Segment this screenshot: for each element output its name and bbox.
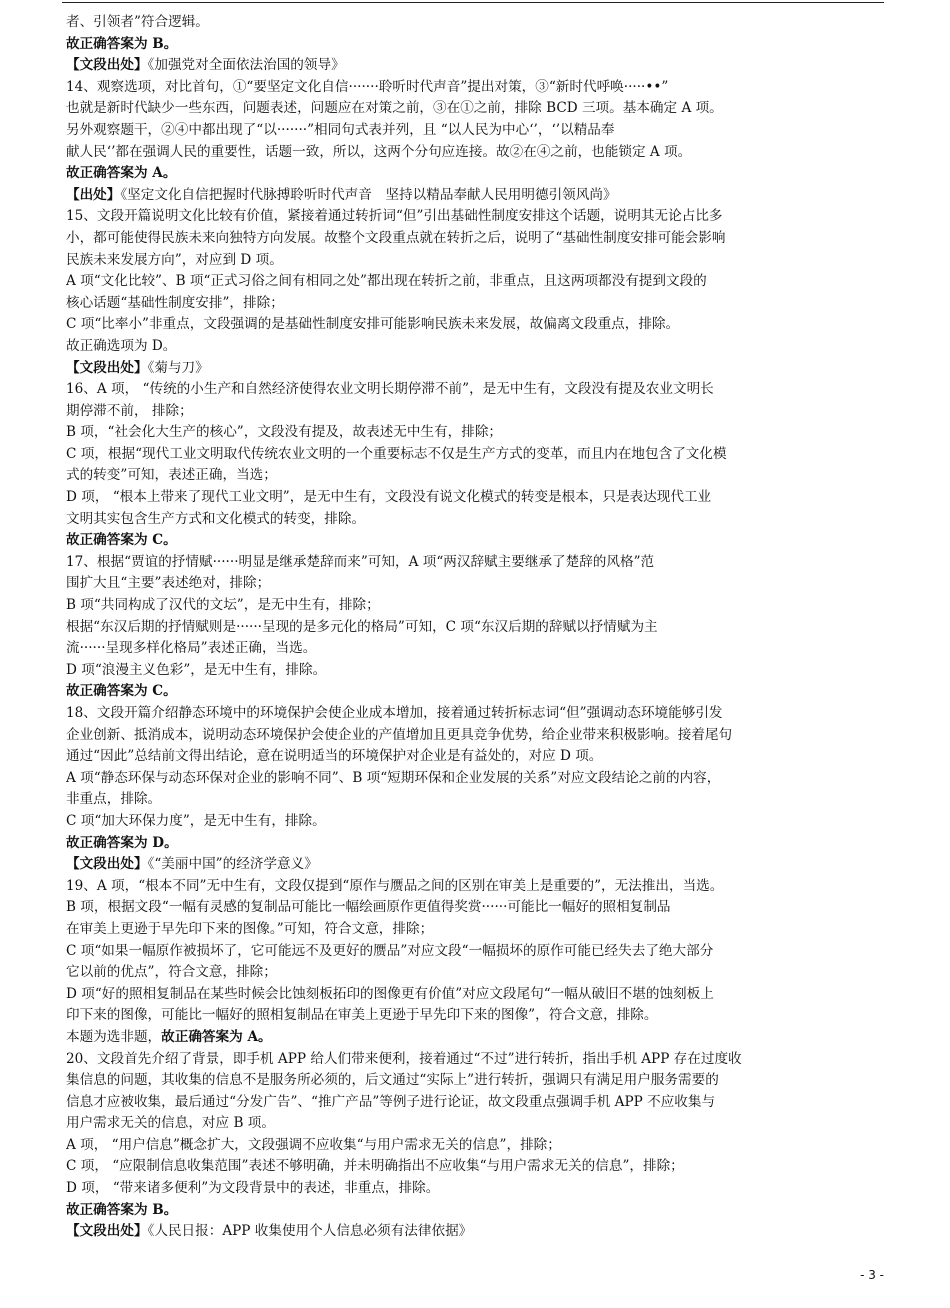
line-text: C 项， “应限制信息收集范围”表述不够明确，并未明确指出不应收集“与用户需求无关的信息”，排除；: [66, 1158, 684, 1175]
text-line: [66, 1178, 884, 1200]
text-line: [66, 789, 884, 811]
page-number: - 3 -: [860, 1268, 884, 1282]
text-line: [66, 746, 884, 768]
answer-statement: 故正确答案为 C。: [66, 532, 177, 549]
text-line: [66, 1156, 884, 1178]
answer-statement: 故正确答案为 A。: [161, 1028, 272, 1045]
text-line: [66, 77, 884, 99]
text-line: [66, 509, 884, 531]
line-text: B 项“共同构成了汉代的文坛”，是无中生有，排除；: [66, 597, 380, 614]
line-text: C 项“比率小”非重点，文段强调的是基础性制度安排可能影响民族未来发展，故偏离文段重点，排除。: [66, 316, 680, 333]
text-line: [66, 250, 884, 272]
line-text: 文明其实包含生产方式和文化模式的转变，排除。: [66, 510, 366, 527]
line-text: 16、A 项， “传统的小生产和自然经济使得农业文明长期停滞不前”，是无中生有，文段没有提及农业文明长: [66, 381, 714, 398]
text-line: [66, 34, 884, 56]
line-text: D 项“好的照相复制品在某些时候会比蚀刻板拓印的图像更有价值”对应文段尾句“一幅从破旧不堪的蚀刻板上: [66, 985, 714, 1002]
text-line: [66, 768, 884, 790]
line-text: B 项，根据文段“一幅有灵感的复制品可能比一幅绘画原作更值得奖赏······可能比一幅好的照相复制品: [66, 899, 671, 916]
text-line: [66, 1027, 884, 1049]
line-text: 另外观察题干，②④中都出现了“以·······”相同句式表并列，且 “以人民为中心‘’，‘’以精品奉: [66, 121, 615, 138]
text-line: [66, 962, 884, 984]
text-line: [66, 422, 884, 444]
line-text: 核心话题“基础性制度安排”，排除；: [66, 294, 284, 311]
line-text: C 项，根据“现代工业文明取代传统农业文明的一个重要标志不仅是生产方式的变革，而且内在地包含了文化模: [66, 445, 727, 462]
line-text: 在审美上更逊于早先印下来的图像。”可知，符合文意，排除；: [66, 920, 434, 937]
answer-statement: 故正确答案为 B。: [66, 1201, 178, 1218]
line-text: B 项，“社会化大生产的核心”，文段没有提及，故表述无中生有，排除；: [66, 424, 503, 441]
text-line: [66, 271, 884, 293]
text-line: [66, 941, 884, 963]
line-text: C 项“如果一幅原作被损坏了，它可能远不及更好的赝品”对应文段“一幅损坏的原作可能已经失去了绝大部分: [66, 942, 714, 959]
source-label: 【文段出处】: [66, 57, 148, 74]
text-line: [66, 1049, 884, 1071]
answer-statement: 故正确答案为 B。: [66, 35, 178, 52]
line-text: 18、文段开篇介绍静态环境中的环境保护会使企业成本增加，接着通过转折标志词“但”强调动态环境能够引发: [66, 705, 723, 721]
text-line: [66, 833, 884, 855]
line-text: C 项“加大环保力度”，是无中生有，排除。: [66, 812, 326, 829]
line-text: 15、文段开篇说明文化比较有价值，紧接着通过转折词“但”引出基础性制度安排这个话题，说明其无论占比多: [66, 208, 723, 225]
line-text: 《坚定文化自信把握时代脉搏聆听时代声音 坚持以精品奉献人民用明德引领风尚》: [120, 186, 617, 203]
line-text: 《人民日报：APP 收集使用个人信息必须有法律依据》: [147, 1223, 473, 1240]
text-line: [66, 142, 884, 164]
text-line: [66, 1113, 884, 1135]
line-text: 用户需求无关的信息，对应 B 项。: [66, 1115, 275, 1132]
line-text: 通过“因此”总结前文得出结论，意在说明适当的环境保护对企业是有益处的，对应 D 项。: [66, 748, 603, 765]
header-rule: [62, 2, 884, 3]
text-line: [66, 401, 884, 423]
text-line: [66, 293, 884, 315]
text-line: [66, 1200, 884, 1222]
text-line: [66, 55, 884, 77]
text-line: [66, 919, 884, 941]
line-text: 信息才应被收集，最后通过“分发广告”、“推广产品”等例子进行论证，故文段重点强调手机 APP 不应收集与: [66, 1093, 716, 1110]
line-text: 也就是新时代缺少一些东西，问题表述，问题应在对策之前，③在①之前，排除 BCD 三项。基本确定 A 项。: [66, 100, 723, 117]
text-line: [66, 681, 884, 703]
line-text: 民族未来发展方向”，对应到 D 项。: [66, 251, 283, 268]
text-line: [66, 12, 884, 34]
line-text: 《加强党对全面依法治国的领导》: [147, 57, 345, 74]
text-line: [66, 314, 884, 336]
line-text: 19、A 项，“根本不同”无中生有，文段仅提到“原作与赝品之间的区别在审美上是重要的”，无法推出，当选。: [66, 877, 724, 894]
text-line: [66, 206, 884, 228]
line-text: A 项“文化比较”、B 项“正式习俗之间有相同之处”都出现在转折之前，非重点，且这两项都没有提到文段的: [66, 273, 707, 290]
line-text: A 项， “用户信息”概念扩大，文段强调不应收集“与用户需求无关的信息”，排除；: [66, 1136, 561, 1153]
line-text: 印下来的图像，可能比一幅好的照相复制品在审美上更逊于早先印下来的图像”，符合文意，排除。: [66, 1007, 658, 1024]
text-line: [66, 163, 884, 185]
text-line: [66, 1092, 884, 1114]
text-line: [66, 811, 884, 833]
lead-in-text: 本题为选非题，: [66, 1028, 162, 1045]
answer-statement: 故正确答案为 A。: [66, 165, 177, 182]
text-line: [66, 465, 884, 487]
answer-statement: 故正确答案为 D。: [66, 834, 178, 851]
text-line: [66, 703, 884, 725]
text-line: [66, 120, 884, 142]
line-text: 《菊与刀》: [147, 359, 209, 376]
line-text: D 项， “根本上带来了现代工业文明”，是无中生有，文段没有说文化模式的转变是根本，只是表达现代工业: [66, 489, 712, 506]
line-text: D 项“浪漫主义色彩”，是无中生有，排除。: [66, 661, 327, 678]
text-line: [66, 984, 884, 1006]
line-text: 者、引领者”符合逻辑。: [66, 14, 209, 30]
text-line: [66, 228, 884, 250]
line-text: D 项， “带来诸多便利”为文段背景中的表述，非重点，排除。: [66, 1180, 440, 1197]
text-line: [66, 185, 884, 207]
source-label: 【出处】: [66, 186, 121, 203]
text-line: [66, 617, 884, 639]
line-text: 集信息的问题，其收集的信息不是服务所必须的，后文通过“实际上”进行转折，强调只有满足用户服务需要的: [66, 1072, 719, 1089]
text-line: [66, 573, 884, 595]
line-text: 17、根据“贾谊的抒情赋······明显是继承楚辞而来”可知，A 项“两汉辞赋主要继承了楚辞的风格”范: [66, 553, 655, 570]
line-text: 14、观察选项，对比首句，①“要坚定文化自信·······聆听时代声音”提出对策，③“新时代呼唤·····••”: [66, 78, 669, 95]
line-text: 式的转变”可知，表述正确，当选；: [66, 467, 277, 484]
text-line: [66, 530, 884, 552]
answer-explanations: [66, 12, 884, 1243]
source-label: 【文段出处】: [66, 359, 148, 376]
line-text: 根据“东汉后期的抒情赋则是······呈现的是多元化的格局”可知，C 项“东汉后期的辞赋以抒情赋为主: [66, 618, 658, 635]
line-text: 《“美丽中国”的经济学意义》: [147, 856, 318, 873]
text-line: [66, 854, 884, 876]
text-line: [66, 897, 884, 919]
text-line: [66, 1221, 884, 1243]
text-line: [66, 876, 884, 898]
answer-statement: 故正确答案为 C。: [66, 683, 177, 700]
source-label: 【文段出处】: [66, 856, 148, 873]
line-text: 20、文段首先介绍了背景，即手机 APP 给人们带来便利，接着通过“不过”进行转折，指出手机 APP 存在过度收: [66, 1050, 742, 1067]
line-text: 小，都可能使得民族未来向独特方向发展。故整个文段重点就在转折之后，说明了“基础性制度安排可能会影响: [66, 229, 726, 246]
text-line: [66, 487, 884, 509]
text-line: [66, 1135, 884, 1157]
line-text: 企业创新、抵消成本，说明动态环境保护会使企业的产值增加且更具竞争优势，给企业带来积极影响。接着尾句: [66, 726, 733, 743]
text-line: [66, 638, 884, 660]
text-line: [66, 358, 884, 380]
text-line: [66, 1070, 884, 1092]
line-text: 非重点，排除。: [66, 791, 162, 808]
line-text: 故正确选项为 D。: [66, 337, 177, 354]
line-text: A 项“静态环保与动态环保对企业的影响不同”、B 项“短期环保和企业发展的关系”对应文段结论之前的内容，: [66, 769, 721, 786]
text-line: [66, 379, 884, 401]
line-text: 期停滞不前， 排除；: [66, 402, 193, 419]
source-label: 【文段出处】: [66, 1223, 148, 1240]
line-text: 围扩大且“主要”表述绝对，排除；: [66, 575, 271, 592]
line-text: 献人民‘’都在强调人民的重要性，话题一致，所以，这两个分句应连接。故②在④之前，也能锁定 A 项。: [66, 143, 692, 160]
text-line: [66, 98, 884, 120]
line-text: 它以前的优点”，符合文意，排除；: [66, 964, 277, 981]
text-line: [66, 552, 884, 574]
text-line: [66, 660, 884, 682]
text-line: [66, 595, 884, 617]
text-line: [66, 444, 884, 466]
line-text: 流······呈现多样化格局”表述正确，当选。: [66, 640, 317, 657]
text-line: [66, 725, 884, 747]
text-line: [66, 1005, 884, 1027]
text-line: [66, 336, 884, 358]
